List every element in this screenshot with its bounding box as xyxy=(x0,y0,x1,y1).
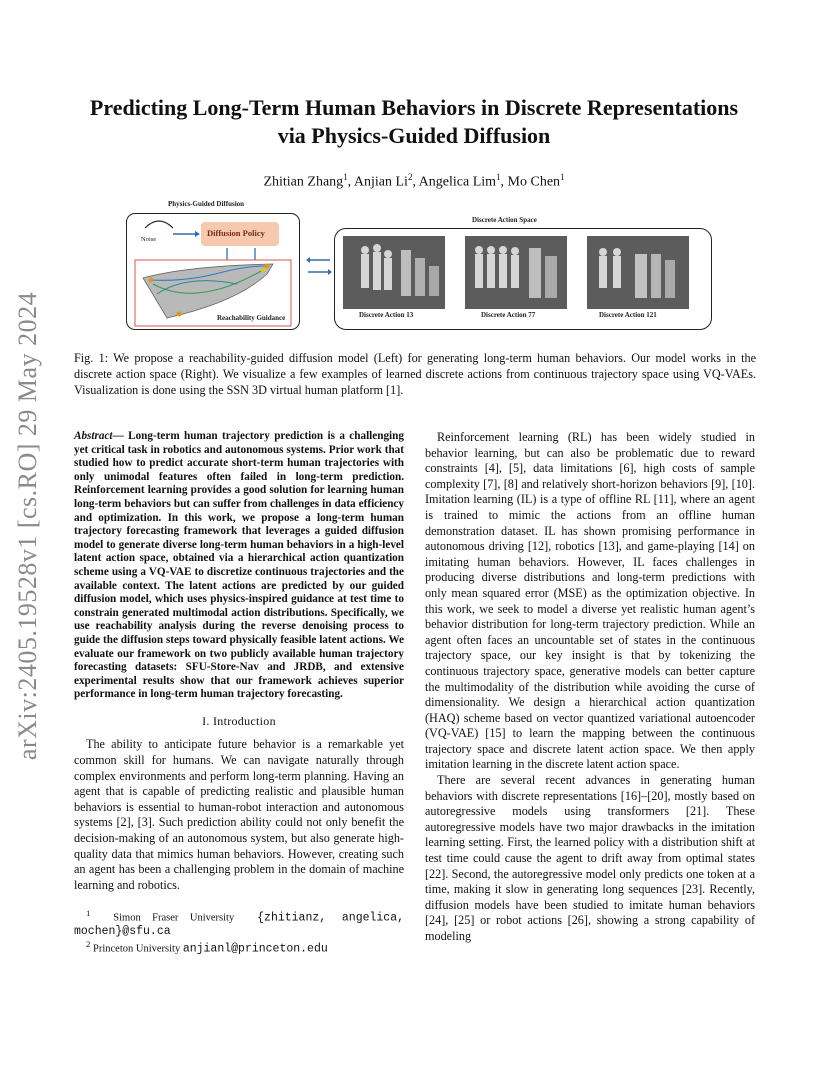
human-figures-icon xyxy=(465,236,567,309)
physics-guided-diffusion-panel xyxy=(126,213,300,330)
body-paragraph: There are several recent advances in generating human behaviors with discrete representations [16]–[20], mostly based on autoregressive models using transformers [21]. These autoregressive models have two major drawbacks in the imitation learning setting. First, the learned policy with a distribution shift at test time could cause the agent to drift away from optimal states [22]. Second, the autoregressive model only predicts one token at a time, making it slow in generating long sequences [23]. Recently, diffusion models have been studied to imitate human behaviors [24], [25] or robot actions [26], showing a strong capability of modeling xyxy=(425,773,755,943)
title-line-2: via Physics-Guided Diffusion xyxy=(277,123,551,148)
footnote-1 xyxy=(74,907,404,938)
body-paragraph: Reinforcement learning (RL) has been widely studied in behavior learning, but can also be problematic due to reward constraints [4], [5], data limitations [6], high costs of sample complexity [7], [8] and relatively short-horizon behaviors [9], [10]. Imitation learning (IL) is a type of offline RL [11], where an agent is trained to mimic the actions from an offline human demonstration dataset. IL has shown promising performance in autonomous driving [12], robotics [13], and game-playing [14] on imitating human behaviors. However, IL faces challenges in producing diverse distributions and long-term predictions with only mean squared error (MSE) as the optimization objective. In this work, we seek to model a diverse yet realistic human agent’s behavior distribution for long-term trajectory prediction. While an agent often faces an uncountable set of states in the continuous trajectory space, our key insight is that by tokenizing the continuous trajectory space, generative models can better capture the multimodality of the distribution while avoiding the curse of dimensionality. We design a hierarchical action quantization (HAQ) scheme based on vector quantized variational autoencoder (VQ-VAE) [15] to learn the mapping between the continuous trajectory space and discrete latent action space. We then apply imitation learning in the discrete latent action space. xyxy=(425,430,755,772)
figure-caption: Fig. 1: We propose a reachability-guided diffusion model (Left) for generating long-term human behaviors. Our model works in the discrete action space (Right). We visualize a few examples of learned discrete actions from continuous trajectory space using VQ-VAEs. Visualization is done using the SSN 3D virtual human platform [1]. xyxy=(74,351,756,397)
footnote-2 xyxy=(74,938,404,956)
footnote-affiliation: Princeton University xyxy=(93,943,181,955)
trajectory-point-icon xyxy=(149,278,154,283)
arxiv-identifier-stamp: arXiv:2405.19528v1 [cs.RO] 29 May 2024 xyxy=(13,291,42,761)
author-affiliation-mark: 1 xyxy=(496,172,501,182)
author-name: Mo Chen xyxy=(507,174,561,190)
title-line-1: Predicting Long-Term Human Behaviors in Discrete Representations xyxy=(89,95,739,120)
footnote-mark: 1 xyxy=(86,908,91,919)
abstract-label: Abstract xyxy=(74,430,113,442)
noise-label: Noise xyxy=(141,236,157,243)
left-column xyxy=(74,430,404,955)
author-name: Angelica Lim xyxy=(418,174,497,190)
action-label: Discrete Action 77 xyxy=(481,311,536,319)
author-affiliation-mark: 2 xyxy=(407,172,413,182)
action-thumbnail xyxy=(343,236,445,309)
abstract xyxy=(74,430,404,702)
exchange-arrows-icon xyxy=(306,252,332,282)
author-name: Anjian Li xyxy=(353,174,408,190)
author-affiliation-mark: 1 xyxy=(343,172,348,182)
action-thumbnail xyxy=(465,236,567,309)
human-figures-icon xyxy=(343,236,445,309)
author-affiliation-mark: 1 xyxy=(560,172,565,182)
reachability-guidance-label: Reachability Guidance xyxy=(217,314,286,322)
arrowhead-icon xyxy=(195,231,200,237)
action-label: Discrete Action 13 xyxy=(359,311,414,319)
author-name: Zhitian Zhang xyxy=(263,174,344,190)
intro-paragraph: The ability to anticipate future behavior is a remarkable yet common skill for humans. We can navigate naturally through complex environments and perform long-term planning. Having an agent that is capable of predicting realistic and plausible human behaviors is essential to human-robot interaction and autonomous systems [2], [3]. Such prediction ability could not only benefit the decision-making of an autonomous system, but also generate high-quality data that mimics human behaviors. However, creating such an agent has been a challenging problem in the domain of machine learning and robotics. xyxy=(74,737,404,892)
footnotes xyxy=(74,907,404,955)
trajectory-point-icon xyxy=(265,264,270,269)
right-column xyxy=(425,430,755,945)
trajectory-point-icon xyxy=(261,268,266,273)
abstract-text: — Long-term human trajectory prediction is a challenging yet critical task in robotics and autonomous systems. Prior work that studied how to predict accurate short-term human trajectories with only unimodal features often failed in long-term prediction. Reinforcement learning provides a good solution for learning human long-term behaviors but can suffer from challenges in data efficiency and optimization. In this work, we propose a long-term human trajectory forecasting framework that leverages a guided diffusion model to generate diverse long-term human behaviors in a high-level latent action space, obtained via a hierarchical action quantization scheme using a VQ-VAE to discretize continuous trajectories and the available context. The latent actions are predicted by our guided diffusion model, which uses physics-inspired guidance at test time to constrain generated multimodal action distributions. Specifically, we use reachability analysis during the reverse denoising process to guide the diffusion steps toward physically feasible latent actions. We evaluate our framework on two publicly available human trajectory forecasting datasets: SFU-Store-Nav and JRDB, and extensive experimental results show that our framework achieves superior performance in long-term human trajectory forecasting. xyxy=(74,430,404,701)
figure-1 xyxy=(126,196,712,336)
noise-curve-icon xyxy=(145,221,173,228)
discrete-action-space-panel xyxy=(334,228,712,330)
human-figures-icon xyxy=(587,236,689,309)
author-list: Zhitian Zhang$^1$, Anjian Li$^2$, Angelica Lim$^1$, Mo Chen$^1$ xyxy=(263,172,565,190)
diffusion-policy-label: Diffusion Policy xyxy=(207,228,265,238)
figure-right-title: Discrete Action Space xyxy=(472,216,537,224)
action-label: Discrete Action 121 xyxy=(599,311,657,319)
section-heading: I. Introduction xyxy=(202,713,276,728)
action-thumbnail xyxy=(587,236,689,309)
trajectory-point-icon xyxy=(177,312,182,317)
footnote-affiliation: Simon Fraser University xyxy=(113,912,235,924)
footnote-email: anjianl@princeton.edu xyxy=(182,942,328,956)
figure-left-title: Physics-Guided Diffusion xyxy=(168,200,245,208)
paper-title xyxy=(70,94,758,150)
footnote-mark: 2 xyxy=(86,938,91,949)
footnote-email: {zhitianz, angelica, mochen}@sfu.ca xyxy=(74,911,404,938)
